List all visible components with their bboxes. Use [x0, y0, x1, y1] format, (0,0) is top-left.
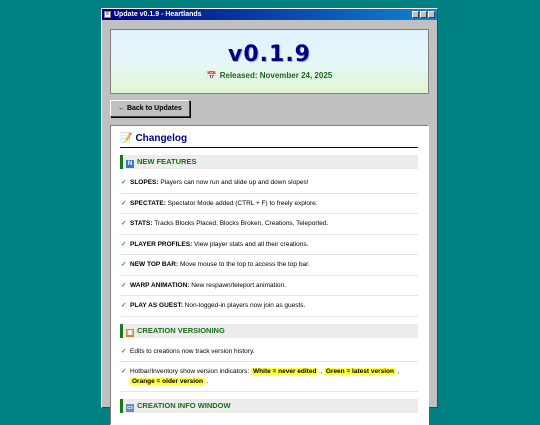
check-icon: ✓ [121, 281, 127, 289]
section-creation-versioning [120, 324, 418, 338]
release-date [111, 71, 428, 80]
section-creation-info-window [120, 399, 418, 413]
update-window [101, 8, 438, 411]
item-label: SPECTATE: [130, 199, 166, 207]
list-item [120, 255, 418, 276]
check-icon: ✓ [121, 220, 127, 227]
item-text: Tracks Blocks Placed, Blocks Broken, Creations, Teleported. [152, 220, 329, 227]
check-icon: ✓ [121, 240, 127, 248]
changelog-title: Changelog [135, 133, 188, 144]
item-text: View player stats and all their creations. [192, 240, 309, 248]
check-icon: ✓ [121, 179, 127, 186]
window-icon: ▭ [127, 405, 133, 411]
new-features-list [120, 173, 418, 317]
version-header [110, 29, 429, 94]
section-new-features [120, 155, 418, 169]
list-item: ✓ Hotbar/Inventory show version indicators: White = never edited , Green = latest version , Orange = older version . [120, 362, 418, 392]
list-item [120, 214, 418, 235]
item-text: Players can now run and slide up and down slopes! [158, 179, 309, 186]
section-title: CREATION INFO WINDOW [137, 401, 231, 410]
list-item [120, 342, 418, 363]
section-title: NEW FEATURES [137, 157, 197, 166]
item-text: Hotbar/Inventory show version indicators: [130, 368, 252, 375]
item-text: Spectator Mode added (CTRL + F) to freely explore. [165, 199, 318, 207]
highlight-orange: Orange = older version [132, 377, 203, 385]
check-icon: ✓ [121, 199, 127, 207]
list-item [120, 173, 418, 194]
back-to-updates-button[interactable]: ← Back to Updates [110, 100, 190, 117]
section-title: CREATION VERSIONING [137, 325, 225, 335]
list-item [120, 235, 418, 256]
calendar-icon: 📅 [206, 71, 217, 80]
highlight-white: White = never edited [253, 368, 317, 375]
creation-versioning-list [120, 342, 418, 393]
item-label: WARP ANIMATION: [130, 281, 190, 289]
list-item [120, 194, 418, 215]
minimize-button[interactable] [412, 11, 419, 18]
item-text: Edits to creations now track version history. [130, 347, 255, 355]
item-text: New respawn/teleport animation. [189, 281, 286, 289]
version-title: v0.1.9 [228, 42, 311, 67]
memo-icon: 📝 [120, 133, 133, 144]
item-label: NEW TOP BAR: [130, 261, 179, 268]
item-label: STATS: [130, 220, 153, 227]
item-text: Move mouse to the top to access the top bar. [178, 261, 310, 268]
item-label: PLAY AS GUEST: [130, 302, 183, 309]
package-icon: ▣ [127, 329, 133, 336]
highlight-green: Green = latest version [325, 368, 394, 375]
new-icon: N [127, 161, 133, 167]
window-title: Update v0.1.9 - Heartlands [114, 11, 202, 18]
item-label: PLAYER PROFILES: [130, 240, 193, 248]
changelog-panel[interactable] [110, 125, 429, 425]
maximize-button[interactable] [420, 11, 427, 18]
check-icon: ✓ [121, 302, 127, 309]
check-icon: ✓ [121, 261, 127, 268]
check-icon: ✓ [121, 347, 127, 355]
list-item [120, 296, 418, 317]
changelog-heading [120, 133, 418, 148]
window-titlebar[interactable] [102, 9, 437, 20]
check-icon: ✓ [121, 368, 127, 375]
close-button[interactable] [428, 11, 435, 18]
list-item [120, 276, 418, 297]
item-text: Non-logged-in players now join as guests. [182, 302, 306, 309]
document-icon: ≡ [104, 11, 111, 18]
release-date-text: Released: November 24, 2025 [219, 71, 333, 80]
item-label: SLOPES: [130, 179, 159, 186]
